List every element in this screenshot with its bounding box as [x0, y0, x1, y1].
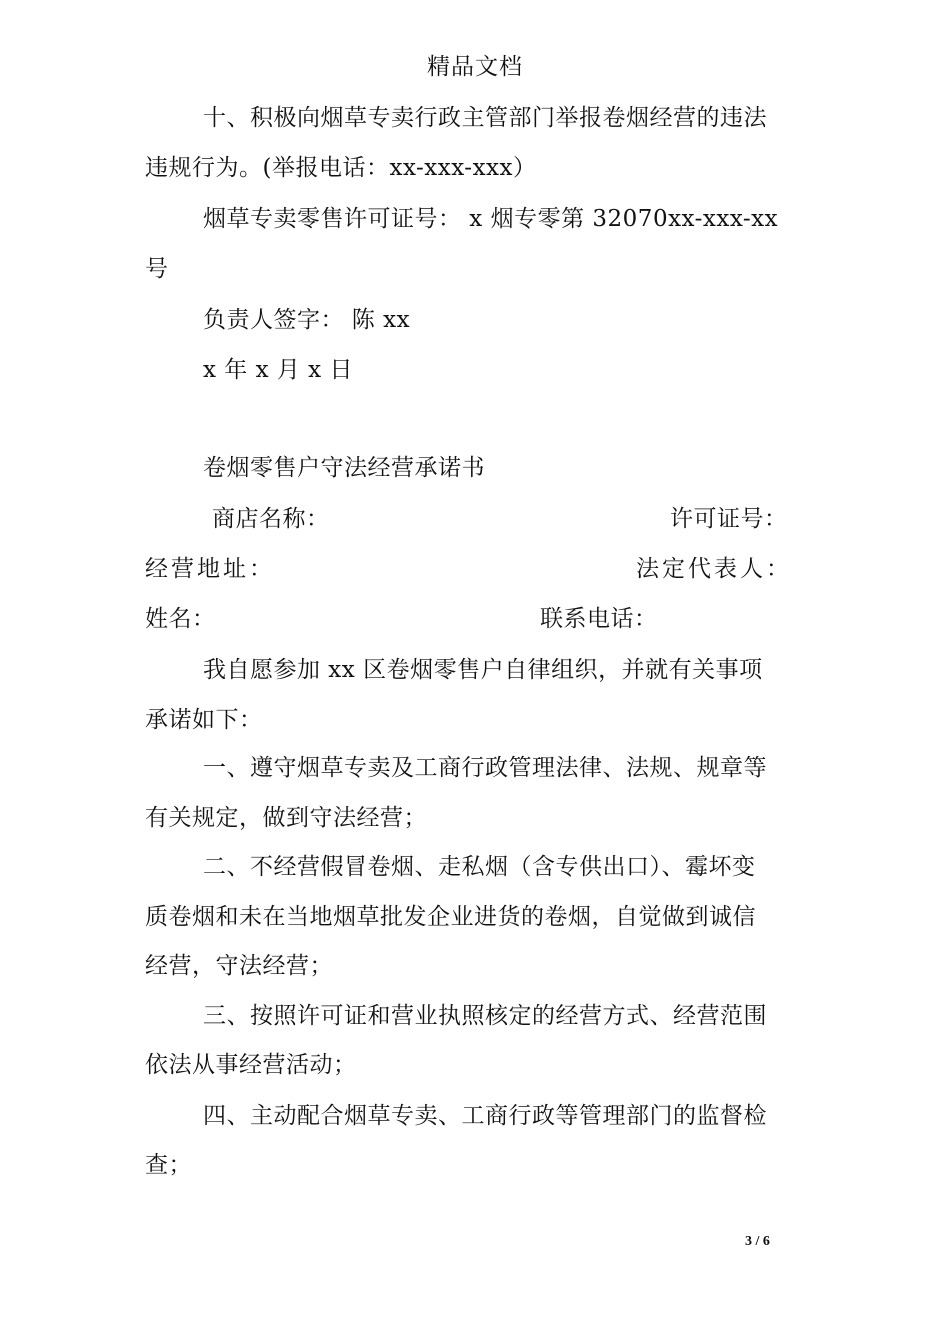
- paragraph-line: 经营，守法经营；: [145, 953, 333, 979]
- signature-line: 负责人签字： 陈 xx: [203, 307, 411, 333]
- form-label-shop-name: 商店名称：: [212, 506, 330, 532]
- form-label-phone: 联系电话：: [540, 606, 658, 632]
- page-indicator: 3 / 6: [745, 1234, 770, 1249]
- paragraph-line: 二、不经营假冒卷烟、走私烟（含专供出口）、霉坏变: [203, 854, 756, 880]
- form-label-license-no: 许可证号：: [670, 506, 788, 532]
- form-label-name: 姓名：: [145, 606, 216, 632]
- paragraph-line: 我自愿参加 xx 区卷烟零售户自律组织，并就有关事项: [203, 657, 763, 683]
- form-label-address: 经营地址：: [145, 556, 275, 582]
- form-label-legal-rep: 法定代表人：: [636, 556, 792, 582]
- paragraph-line: 依法从事经营活动；: [145, 1052, 357, 1078]
- date-line: x 年 x 月 x 日: [203, 357, 353, 383]
- paragraph-line: 有关规定，做到守法经营；: [145, 805, 427, 831]
- paragraph-line: 质卷烟和未在当地烟草批发企业进货的卷烟，自觉做到诚信: [145, 904, 756, 930]
- paragraph-line: 承诺如下：: [145, 707, 263, 733]
- paragraph-line: 四、主动配合烟草专卖、工商行政等管理部门的监督检: [203, 1103, 767, 1129]
- paragraph-line: 违规行为。(举报电话：xx-xxx-xxx）: [145, 155, 537, 181]
- paragraph-line: 一、遵守烟草专卖及工商行政管理法律、法规、规章等: [203, 755, 767, 781]
- paragraph-line: 号: [145, 256, 169, 282]
- page-header: 精品文档: [427, 54, 523, 80]
- paragraph-line: 十、积极向烟草专卖行政主管部门举报卷烟经营的违法: [203, 105, 767, 131]
- paragraph-line: 烟草专卖零售许可证号： x 烟专零第 32070xx-xxx-xx: [203, 206, 779, 232]
- section-title: 卷烟零售户守法经营承诺书: [203, 455, 485, 481]
- paragraph-line: 三、按照许可证和营业执照核定的经营方式、经营范围: [203, 1003, 767, 1029]
- paragraph-line: 查；: [145, 1152, 192, 1178]
